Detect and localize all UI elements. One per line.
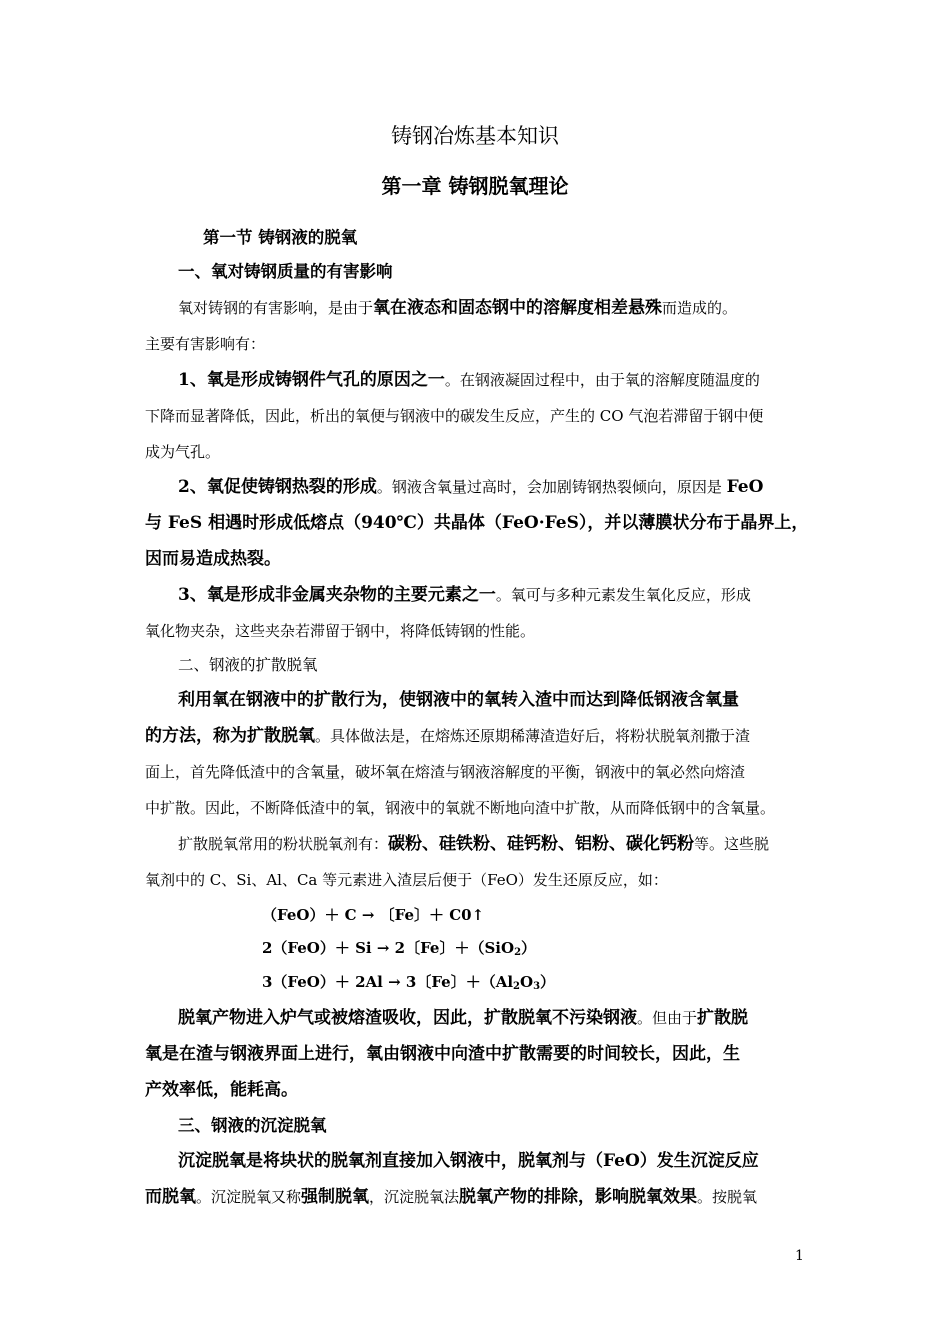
paragraph-line bbox=[178, 477, 763, 497]
paragraph-line bbox=[178, 834, 769, 854]
paragraph-line: 利用氧在钢液中的扩散行为，使钢液中的氧转入渣中而达到降低钢液含氧量 bbox=[178, 690, 739, 710]
text-run: ） bbox=[540, 973, 556, 991]
document-title: 铸钢冶炼基本知识 bbox=[391, 124, 559, 148]
text-run: 。沉淀脱氧又称 bbox=[196, 1188, 302, 1206]
text-run: 。氧可与多种元素发生氧化反应，形成 bbox=[495, 586, 751, 604]
paragraph-line: 因而易造成热裂。 bbox=[145, 549, 281, 569]
bold-run: 脱氧产物进入炉气或被熔渣吸收，因此，扩散脱氧不污染钢液 bbox=[178, 1008, 637, 1028]
text-run: 而造成的。 bbox=[662, 299, 738, 317]
page-number: 1 bbox=[795, 1248, 804, 1264]
bold-run: 1、氧是形成铸钢件气孔的原因之一 bbox=[178, 370, 445, 390]
text-run: 扩散脱氧常用的粉状脱氧剂有： bbox=[178, 835, 389, 853]
paragraph-line bbox=[178, 1008, 748, 1028]
text-run: 3（FeO）＋ 2Al → 3〔Fe〕＋（Al bbox=[262, 973, 514, 991]
bold-run: 3、氧是形成非金属夹杂物的主要元素之一 bbox=[178, 585, 496, 605]
text-run: 。具体做法是，在熔炼还原期稀薄渣造好后，将粉状脱氧剂撒于渣 bbox=[315, 727, 751, 745]
paragraph-line: 氧是在渣与钢液界面上进行，氧由钢液中向渣中扩散需要的时间较长，因此，生 bbox=[145, 1044, 740, 1064]
bold-run: 强制脱氧 bbox=[301, 1187, 370, 1207]
bold-run: 的方法，称为扩散脱氧 bbox=[145, 726, 315, 746]
equation-2 bbox=[262, 938, 536, 958]
text-run: 。钢液含氧量过高时，会加剧铸钢热裂倾向，原因是 bbox=[376, 478, 727, 496]
bold-run: 氧在液态和固态钢中的溶解度相差悬殊 bbox=[373, 298, 663, 318]
paragraph-line: 主要有害影响有： bbox=[145, 335, 266, 353]
paragraph-line bbox=[178, 585, 751, 605]
text-run: O bbox=[520, 973, 534, 991]
text-run: 等。这些脱 bbox=[694, 835, 770, 853]
paragraph-line: 与 FeS 相遇时形成低熔点（940℃）共晶体（FeO·FeS），并以薄膜状分布于晶界上， bbox=[145, 513, 809, 533]
paragraph-line bbox=[145, 1187, 757, 1207]
bold-run: 碳粉、硅铁粉、硅钙粉、铝粉、碳化钙粉 bbox=[388, 834, 695, 854]
paragraph-line: 中扩散。因此，不断降低渣中的氧，钢液中的氧就不断地向渣中扩散，从而降低钢中的含氧量。 bbox=[145, 799, 776, 817]
paragraph-line: 氧化物夹杂，这些夹杂若滞留于钢中，将降低铸钢的性能。 bbox=[145, 622, 536, 640]
paragraph-line bbox=[178, 298, 737, 318]
text-run: 。在钢液凝固过程中，由于氧的溶解度随温度的 bbox=[444, 371, 760, 389]
subscript: 3 bbox=[533, 981, 541, 992]
equation-3 bbox=[262, 972, 555, 992]
equation-1: （FeO）＋ C → 〔Fe〕＋ C0↑ bbox=[262, 906, 485, 924]
heading-2: 二、钢液的扩散脱氧 bbox=[178, 656, 318, 674]
paragraph-line bbox=[178, 370, 760, 390]
chapter-title: 第一章 铸钢脱氧理论 bbox=[381, 174, 569, 198]
paragraph-line: 氧剂中的 C、Si、Al、Ca 等元素进入渣层后便于（FeO）发生还原反应，如： bbox=[145, 871, 668, 889]
bold-run: 脱氧产物的排除，影响脱氧效果 bbox=[459, 1187, 698, 1207]
text-run: ，沉淀脱氧法 bbox=[369, 1188, 460, 1206]
paragraph-line bbox=[145, 726, 750, 746]
text-run: 2（FeO）＋ Si → 2〔Fe〕＋（SiO bbox=[262, 939, 515, 957]
paragraph-line: 成为气孔。 bbox=[145, 443, 221, 461]
section-heading: 第一节 铸钢液的脱氧 bbox=[203, 228, 358, 247]
paragraph-line: 面上，首先降低渣中的含氧量，破坏氧在熔渣与钢液溶解度的平衡，钢液中的氧必然向熔渣 bbox=[145, 763, 746, 781]
paragraph-line: 下降而显著降低，因此，析出的氧便与钢液中的碳发生反应，产生的 CO 气泡若滞留于钢中便 bbox=[145, 407, 764, 425]
bold-run: 而脱氧 bbox=[145, 1187, 196, 1207]
paragraph-line: 沉淀脱氧是将块状的脱氧剂直接加入钢液中，脱氧剂与（FeO）发生沉淀反应 bbox=[178, 1151, 759, 1171]
bold-run: 2、氧促使铸钢热裂的形成 bbox=[178, 477, 377, 497]
paragraph-line: 产效率低，能耗高。 bbox=[145, 1080, 298, 1100]
text-run: 。按脱氧 bbox=[697, 1188, 758, 1206]
text-run: ） bbox=[521, 939, 537, 957]
text-run: 。但由于 bbox=[637, 1009, 698, 1027]
bold-run: FeO bbox=[726, 477, 764, 497]
bold-run: 扩散脱 bbox=[697, 1008, 749, 1028]
subscript: 2 bbox=[513, 981, 520, 992]
subscript: 2 bbox=[514, 947, 522, 958]
heading-1: 一、氧对铸钢质量的有害影响 bbox=[178, 262, 393, 281]
heading-3: 三、钢液的沉淀脱氧 bbox=[178, 1116, 327, 1135]
text-run: 氧对铸钢的有害影响，是由于 bbox=[178, 299, 374, 317]
